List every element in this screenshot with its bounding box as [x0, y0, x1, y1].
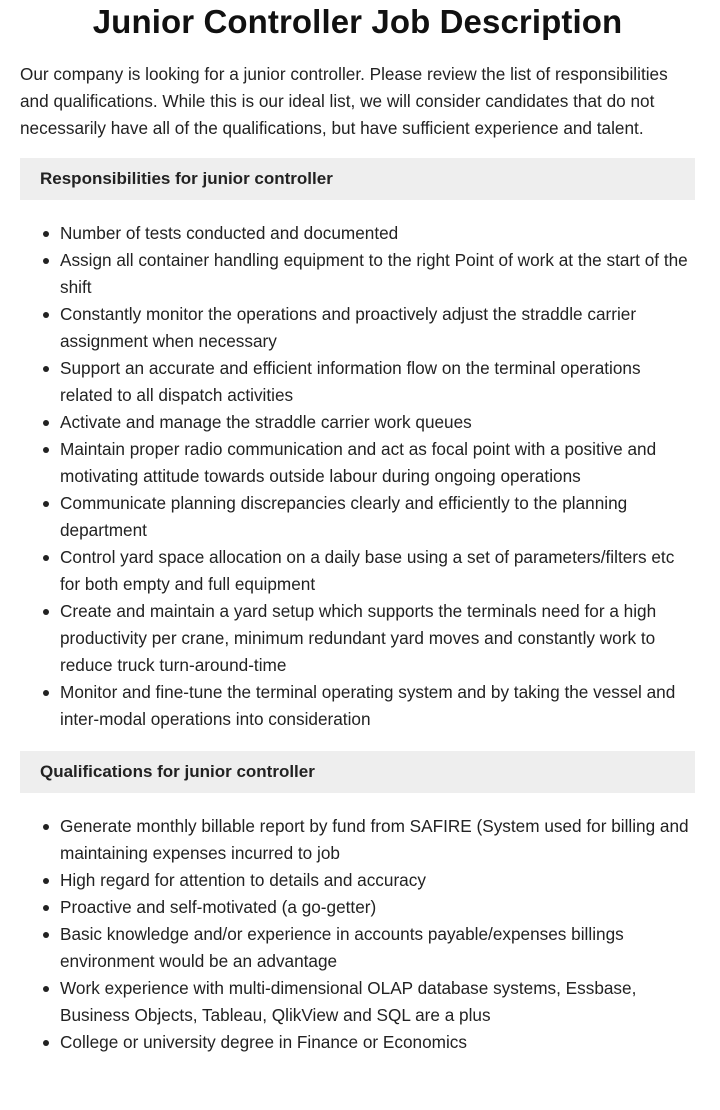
list-item: Number of tests conducted and documented: [60, 220, 695, 247]
list-item: Activate and manage the straddle carrier work queues: [60, 409, 695, 436]
list-item: Basic knowledge and/or experience in accounts payable/expenses billings environment would be an advantage: [60, 921, 695, 975]
list-item: Communicate planning discrepancies clearly and efficiently to the planning department: [60, 490, 695, 544]
list-item: Monitor and fine-tune the terminal operating system and by taking the vessel and inter-modal operations into consideration: [60, 679, 695, 733]
list-item: Generate monthly billable report by fund from SAFIRE (System used for billing and maintaining expenses incurred to job: [60, 813, 695, 867]
list-item: Constantly monitor the operations and proactively adjust the straddle carrier assignment when necessary: [60, 301, 695, 355]
list-item: College or university degree in Finance or Economics: [60, 1029, 695, 1056]
qualifications-list: [20, 813, 695, 1056]
list-item: Maintain proper radio communication and act as focal point with a positive and motivating attitude towards outside labour during ongoing operations: [60, 436, 695, 490]
responsibilities-list: [20, 220, 695, 733]
list-item: Control yard space allocation on a daily base using a set of parameters/filters etc for both empty and full equipment: [60, 544, 695, 598]
list-item: Work experience with multi-dimensional OLAP database systems, Essbase, Business Objects, Tableau, QlikView and SQL are a plus: [60, 975, 695, 1029]
page-title: Junior Controller Job Description: [92, 3, 623, 40]
intro-paragraph: Our company is looking for a junior controller. Please review the list of responsibilities and qualifications. While this is our ideal list, we will consider candidates that do not necessarily have all of the qualifications, but have sufficient experience and talent.: [20, 64, 668, 138]
list-item: Support an accurate and efficient information flow on the terminal operations related to all dispatch activities: [60, 355, 695, 409]
responsibilities-heading: Responsibilities for junior controller: [20, 158, 695, 200]
list-item: High regard for attention to details and accuracy: [60, 867, 695, 894]
list-item: Create and maintain a yard setup which supports the terminals need for a high productivity per crane, minimum redundant yard moves and constantly work to reduce truck turn-around-time: [60, 598, 695, 679]
list-item: Assign all container handling equipment to the right Point of work at the start of the shift: [60, 247, 695, 301]
list-item: Proactive and self-motivated (a go-getter): [60, 894, 695, 921]
qualifications-heading: Qualifications for junior controller: [20, 751, 695, 793]
